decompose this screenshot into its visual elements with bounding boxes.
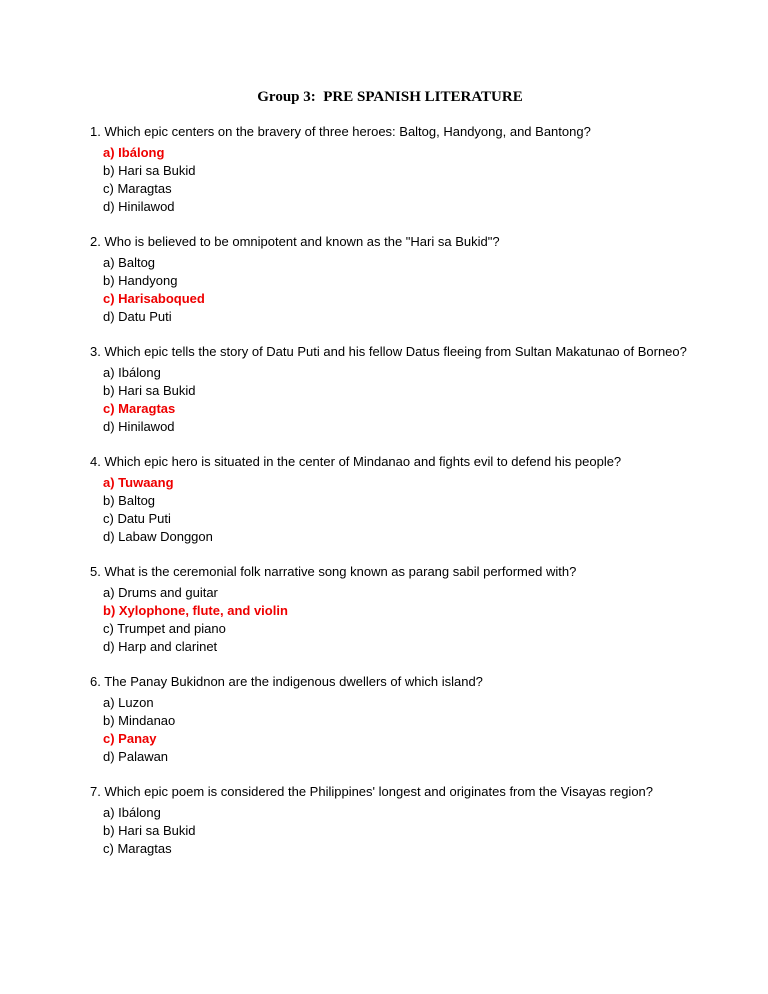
answer-option: d) Harp and clarinet [103,639,218,654]
answer-option: b) Hari sa Bukid [103,823,196,838]
answer-option: a) Luzon [103,695,154,710]
question-text: 4. Which epic hero is situated in the center of Mindanao and fights evil to defend his people? [90,454,622,469]
answer-option: c) Trumpet and piano [103,621,226,636]
answer-option: b) Hari sa Bukid [103,383,196,398]
answer-option-correct: a) Ibálong [103,145,165,160]
question-block [90,453,690,546]
answer-option: b) Mindanao [103,713,176,728]
question-block [90,783,690,858]
answer-option: a) Drums and guitar [103,585,218,600]
question-block [90,123,690,216]
answer-option-correct: b) Xylophone, flute, and violin [103,603,288,618]
answer-option: a) Ibálong [103,365,161,380]
question-text: 6. The Panay Bukidnon are the indigenous dwellers of which island? [90,674,483,689]
answer-option: d) Hinilawod [103,199,175,214]
question-text: 7. Which epic poem is considered the Philippines' longest and originates from the Visayas region? [90,784,654,799]
question-list [90,123,690,858]
answer-option: d) Palawan [103,749,169,764]
answer-option: a) Ibálong [103,805,161,820]
question-text: 2. Who is believed to be omnipotent and known as the "Hari sa Bukid"? [90,234,500,249]
question-block [90,673,690,766]
answer-option-correct: c) Harisaboqued [103,291,205,306]
answer-option: a) Baltog [103,255,156,270]
answer-option: b) Hari sa Bukid [103,163,196,178]
answer-option: d) Labaw Donggon [103,529,213,544]
answer-option: d) Hinilawod [103,419,175,434]
answer-option: b) Handyong [103,273,178,288]
question-block [90,233,690,326]
page-title: Group 3: PRE SPANISH LITERATURE [257,89,523,105]
answer-option-correct: c) Panay [103,731,157,746]
answer-option-correct: a) Tuwaang [103,475,174,490]
answer-option: d) Datu Puti [103,309,172,324]
answer-option: c) Maragtas [103,181,172,196]
question-text: 3. Which epic tells the story of Datu Puti and his fellow Datus fleeing from Sultan Makatunao of Borneo? [90,344,687,359]
question-text: 1. Which epic centers on the bravery of three heroes: Baltog, Handyong, and Bantong? [90,124,591,139]
answer-option-correct: c) Maragtas [103,401,176,416]
answer-option: c) Maragtas [103,841,172,856]
answer-option: c) Datu Puti [103,511,171,526]
question-block [90,563,690,656]
question-block [90,343,690,436]
answer-option: b) Baltog [103,493,156,508]
question-text: 5. What is the ceremonial folk narrative song known as parang sabil performed with? [90,564,577,579]
